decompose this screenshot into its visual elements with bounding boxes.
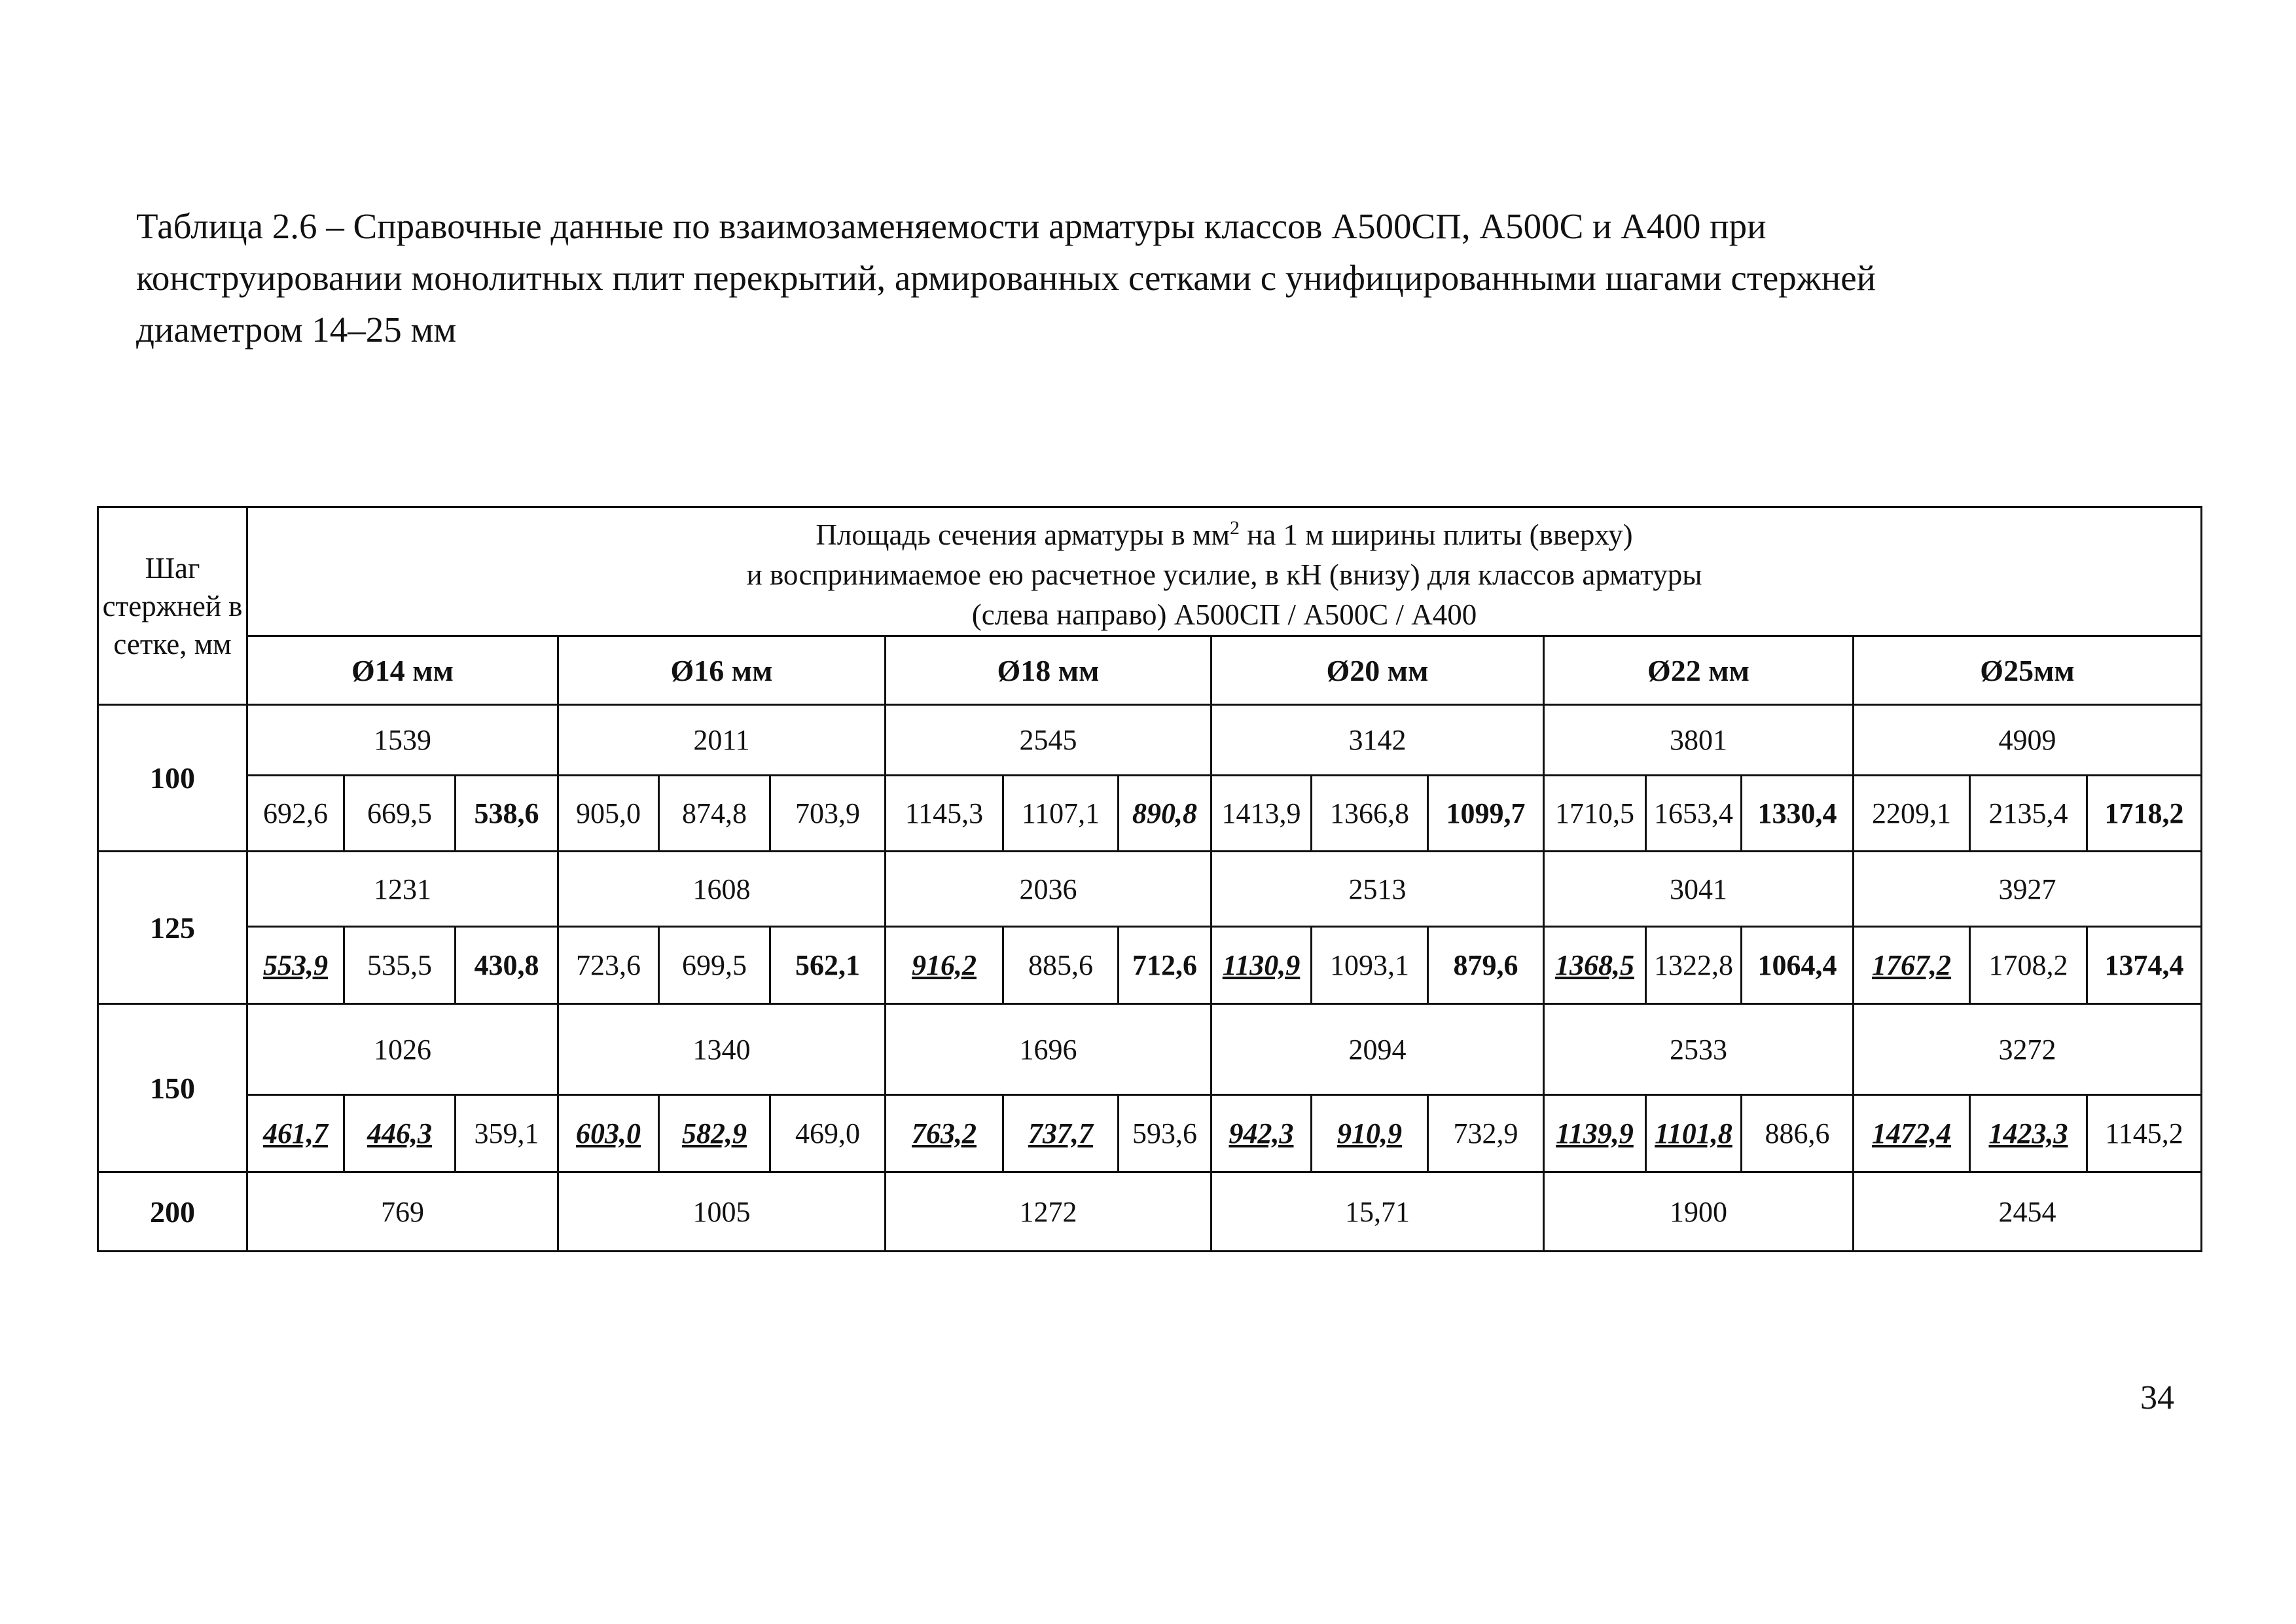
area-cell: 2094 (1211, 1004, 1544, 1095)
force-cell: 2135,4 (1970, 776, 2087, 852)
table-caption (136, 200, 2139, 355)
caption-line-2: конструировании монолитных плит перекрытий, армированных сетками с унифицированными шагами стержней (136, 258, 1876, 298)
force-cell: 1093,1 (1312, 927, 1428, 1004)
force-cell: 430,8 (456, 927, 558, 1004)
area-cell: 3142 (1211, 705, 1544, 776)
force-cell: 692,6 (247, 776, 344, 852)
reinforcement-table (97, 506, 2202, 1252)
force-cell: 905,0 (558, 776, 659, 852)
diameter-header: Ø22 мм (1544, 636, 1854, 705)
area-cell: 1231 (247, 852, 558, 927)
force-cell: 461,7 (247, 1095, 344, 1172)
area-cell: 1340 (558, 1004, 886, 1095)
force-cell: 1130,9 (1211, 927, 1312, 1004)
force-cell: 562,1 (770, 927, 886, 1004)
force-row (98, 927, 2202, 1004)
force-row (98, 1095, 2202, 1172)
force-cell: 1710,5 (1544, 776, 1646, 852)
force-cell: 2209,1 (1854, 776, 1970, 852)
main-header (247, 507, 2202, 636)
area-row (98, 705, 2202, 776)
main-header-superscript: 2 (1230, 517, 1240, 539)
area-row (98, 1004, 2202, 1095)
step-value: 125 (98, 852, 247, 1004)
page-number: 34 (2140, 1379, 2174, 1416)
force-cell: 1145,3 (886, 776, 1003, 852)
force-cell: 1708,2 (1970, 927, 2087, 1004)
diameter-header: Ø25мм (1854, 636, 2202, 705)
area-cell: 1900 (1544, 1172, 1854, 1252)
area-cell: 3927 (1854, 852, 2202, 927)
force-cell: 874,8 (659, 776, 770, 852)
force-cell: 885,6 (1003, 927, 1119, 1004)
area-cell: 1272 (886, 1172, 1211, 1252)
force-cell: 582,9 (659, 1095, 770, 1172)
force-cell: 1413,9 (1211, 776, 1312, 852)
force-cell: 469,0 (770, 1095, 886, 1172)
area-cell: 1005 (558, 1172, 886, 1252)
force-cell: 669,5 (344, 776, 456, 852)
diameter-header: Ø20 мм (1211, 636, 1544, 705)
force-cell: 1472,4 (1854, 1095, 1970, 1172)
force-cell: 1366,8 (1312, 776, 1428, 852)
step-value: 150 (98, 1004, 247, 1172)
force-cell: 703,9 (770, 776, 886, 852)
force-cell: 1330,4 (1742, 776, 1854, 852)
area-cell: 1026 (247, 1004, 558, 1095)
area-cell: 2454 (1854, 1172, 2202, 1252)
step-value: 100 (98, 705, 247, 852)
step-value: 200 (98, 1172, 247, 1252)
area-cell: 4909 (1854, 705, 2202, 776)
force-cell: 1101,8 (1646, 1095, 1742, 1172)
force-cell: 1423,3 (1970, 1095, 2087, 1172)
force-cell: 890,8 (1119, 776, 1211, 852)
force-cell: 1064,4 (1742, 927, 1854, 1004)
main-header-line-1a: Площадь сечения арматуры в мм (816, 518, 1230, 551)
force-cell: 712,6 (1119, 927, 1211, 1004)
force-cell: 737,7 (1003, 1095, 1119, 1172)
force-cell: 553,9 (247, 927, 344, 1004)
force-cell: 538,6 (456, 776, 558, 852)
area-cell: 2533 (1544, 1004, 1854, 1095)
caption-line-3: диаметром 14–25 мм (136, 310, 457, 350)
area-cell: 1696 (886, 1004, 1211, 1095)
force-cell: 1145,2 (2087, 1095, 2202, 1172)
main-header-line-2: и воспринимаемое ею расчетное усилие, в кН (внизу) для классов арматуры (746, 558, 1702, 591)
diameter-header: Ø16 мм (558, 636, 886, 705)
force-row (98, 776, 2202, 852)
force-cell: 1099,7 (1428, 776, 1544, 852)
force-cell: 699,5 (659, 927, 770, 1004)
force-cell: 916,2 (886, 927, 1003, 1004)
header-row (98, 507, 2202, 636)
force-cell: 1368,5 (1544, 927, 1646, 1004)
force-cell: 942,3 (1211, 1095, 1312, 1172)
force-cell: 593,6 (1119, 1095, 1211, 1172)
area-cell: 1539 (247, 705, 558, 776)
force-cell: 1718,2 (2087, 776, 2202, 852)
diameter-header: Ø14 мм (247, 636, 558, 705)
force-cell: 359,1 (456, 1095, 558, 1172)
force-cell: 732,9 (1428, 1095, 1544, 1172)
step-header: Шаг стержней в сетке, мм (98, 507, 247, 705)
force-cell: 886,6 (1742, 1095, 1854, 1172)
main-header-line-3: (слева направо) А500СП / А500С / А400 (971, 598, 1477, 631)
area-cell: 2036 (886, 852, 1211, 927)
force-cell: 446,3 (344, 1095, 456, 1172)
force-cell: 1767,2 (1854, 927, 1970, 1004)
force-cell: 603,0 (558, 1095, 659, 1172)
area-cell: 3041 (1544, 852, 1854, 927)
caption-line-1: Таблица 2.6 – Справочные данные по взаимозаменяемости арматуры классов А500СП, А500С и А400 при (136, 206, 1767, 246)
area-cell: 1608 (558, 852, 886, 927)
area-cell: 769 (247, 1172, 558, 1252)
force-cell: 535,5 (344, 927, 456, 1004)
diameter-row (98, 636, 2202, 705)
force-cell: 910,9 (1312, 1095, 1428, 1172)
force-cell: 1322,8 (1646, 927, 1742, 1004)
area-row (98, 852, 2202, 927)
area-cell: 3272 (1854, 1004, 2202, 1095)
area-row (98, 1172, 2202, 1252)
area-cell: 3801 (1544, 705, 1854, 776)
force-cell: 1107,1 (1003, 776, 1119, 852)
area-cell: 2011 (558, 705, 886, 776)
force-cell: 1139,9 (1544, 1095, 1646, 1172)
area-cell: 15,71 (1211, 1172, 1544, 1252)
force-cell: 723,6 (558, 927, 659, 1004)
area-cell: 2545 (886, 705, 1211, 776)
force-cell: 1374,4 (2087, 927, 2202, 1004)
area-cell: 2513 (1211, 852, 1544, 927)
force-cell: 879,6 (1428, 927, 1544, 1004)
force-cell: 763,2 (886, 1095, 1003, 1172)
force-cell: 1653,4 (1646, 776, 1742, 852)
main-header-line-1b: на 1 м ширины плиты (вверху) (1240, 518, 1633, 551)
diameter-header: Ø18 мм (886, 636, 1211, 705)
